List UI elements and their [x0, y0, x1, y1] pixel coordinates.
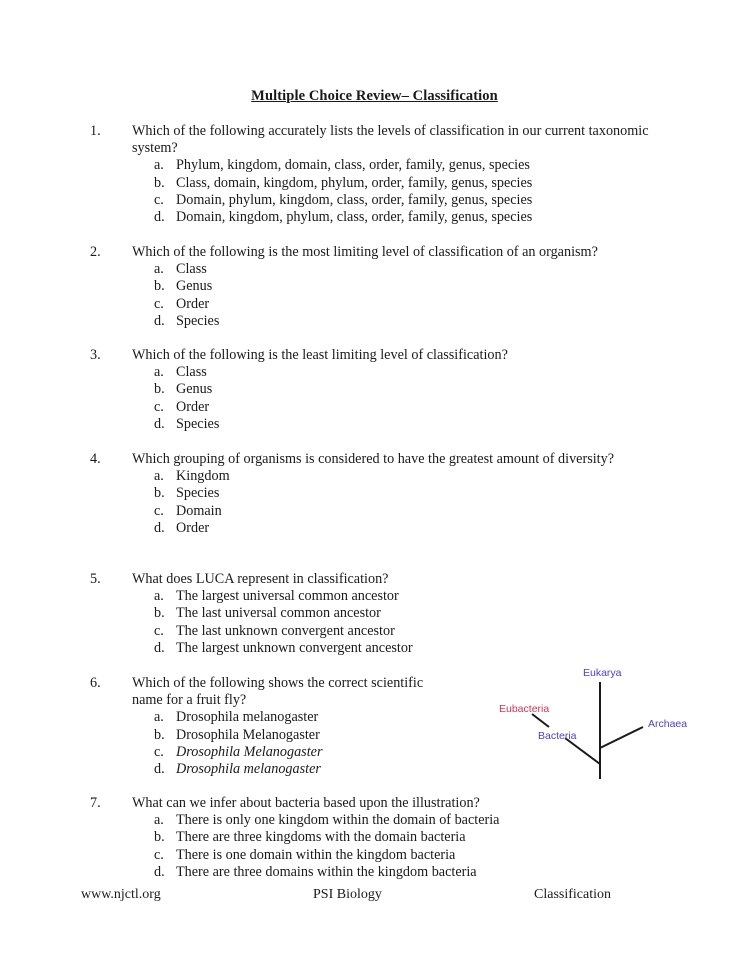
option-text: Genus [176, 381, 213, 398]
option-a [111, 709, 456, 726]
option-text: There are three domains within the kingdom bacteria [176, 863, 477, 880]
option-text: Drosophila Melanogaster [176, 743, 323, 760]
question-number: 5. [90, 571, 101, 587]
option-text: The last unknown convergent ancestor [176, 622, 395, 639]
option-b [111, 829, 651, 846]
option-letter: d. [154, 761, 165, 778]
option-letter: c. [154, 295, 164, 312]
option-a [111, 364, 651, 381]
question-number: 4. [90, 451, 101, 467]
option-d [111, 209, 651, 226]
option-letter: b. [154, 174, 165, 191]
option-a [111, 588, 651, 605]
option-text: Domain, kingdom, phylum, class, order, family, genus, species [176, 209, 533, 226]
archaea-branch [600, 727, 643, 748]
question-text: Which of the following is the most limiting level of classification of an organism? [132, 244, 598, 260]
option-list [111, 261, 651, 330]
option-list [111, 364, 651, 433]
option-b [111, 381, 651, 398]
option-b [111, 175, 651, 192]
option-letter: d. [154, 312, 165, 329]
option-text: Species [176, 485, 220, 502]
option-list [111, 812, 651, 881]
option-letter: d. [154, 415, 165, 432]
option-letter: d. [154, 639, 165, 656]
label-bacteria: Bacteria [538, 730, 577, 742]
option-letter: b. [154, 829, 165, 846]
phylogenetic-tree-illustration [480, 660, 720, 785]
option-text: Order [176, 519, 210, 536]
question-4 [90, 451, 651, 537]
page-title: Multiple Choice Review– Classification [251, 88, 498, 104]
option-letter: a. [154, 468, 164, 485]
label-eukarya: Eukarya [583, 667, 622, 679]
footer-course: PSI Biology [313, 887, 382, 902]
option-b [111, 605, 651, 622]
option-letter: d. [154, 863, 165, 880]
option-a [111, 812, 651, 829]
question-number: 6. [90, 675, 101, 691]
option-text: The largest universal common ancestor [176, 588, 399, 605]
option-c [111, 503, 651, 520]
option-b [111, 278, 651, 295]
label-archaea: Archaea [648, 718, 688, 730]
option-list [111, 157, 651, 226]
option-letter: c. [154, 398, 164, 415]
question-1 [90, 123, 651, 226]
option-text: Order [176, 295, 210, 312]
question-3 [90, 347, 651, 433]
option-a [111, 468, 651, 485]
option-d [111, 313, 651, 330]
question-5 [90, 571, 651, 657]
option-d [111, 640, 651, 657]
option-a [111, 157, 651, 174]
option-text: Class, domain, kingdom, phylum, order, family, genus, species [176, 174, 533, 191]
question-text: Which of the following is the least limiting level of classification? [132, 347, 508, 363]
option-letter: c. [154, 502, 164, 519]
question-6 [90, 675, 456, 778]
option-letter: c. [154, 846, 164, 863]
question-2 [90, 244, 651, 330]
option-letter: d. [154, 209, 165, 226]
question-number: 1. [90, 123, 101, 139]
option-d [111, 520, 651, 537]
option-letter: b. [154, 605, 165, 622]
option-text: Domain, phylum, kingdom, class, order, family, genus, species [176, 191, 533, 208]
option-text: There is one domain within the kingdom bacteria [176, 846, 456, 863]
question-text: Which of the following shows the correct scientific name for a fruit fly? [132, 675, 424, 709]
question-text: Which grouping of organisms is considered to have the greatest amount of diversity? [132, 451, 614, 467]
option-letter: a. [154, 157, 164, 174]
option-c [111, 192, 651, 209]
option-text: Phylum, kingdom, domain, class, order, family, genus, species [176, 157, 530, 174]
option-letter: b. [154, 278, 165, 295]
option-text: Species [176, 415, 220, 432]
option-list [111, 709, 456, 778]
option-text: Kingdom [176, 468, 230, 485]
option-text: Drosophila melanogaster [176, 761, 321, 778]
option-b [111, 485, 651, 502]
option-text: The largest unknown convergent ancestor [176, 639, 413, 656]
option-text: Genus [176, 278, 213, 295]
option-c [111, 399, 651, 416]
question-text: What can we infer about bacteria based upon the illustration? [132, 795, 480, 811]
option-letter: b. [154, 381, 165, 398]
footer-website: www.njctl.org [81, 887, 161, 902]
question-number: 7. [90, 795, 101, 811]
question-number: 3. [90, 347, 101, 363]
option-letter: c. [154, 191, 164, 208]
option-list [111, 588, 651, 657]
option-text: The last universal common ancestor [176, 605, 381, 622]
option-text: Class [176, 261, 207, 278]
option-c [111, 623, 651, 640]
option-text: There is only one kingdom within the domain of bacteria [176, 812, 500, 829]
option-a [111, 261, 651, 278]
question-7 [90, 795, 651, 881]
option-letter: b. [154, 726, 165, 743]
option-text: Domain [176, 502, 222, 519]
option-letter: d. [154, 519, 165, 536]
option-c [111, 744, 456, 761]
eubacteria-connector [532, 714, 549, 727]
footer-unit: Classification [534, 887, 611, 902]
option-text: Drosophila Melanogaster [176, 726, 320, 743]
label-eubacteria: Eubacteria [499, 703, 550, 715]
question-number: 2. [90, 244, 101, 260]
option-letter: c. [154, 622, 164, 639]
question-text: What does LUCA represent in classification? [132, 571, 389, 587]
option-letter: a. [154, 812, 164, 829]
option-c [111, 847, 651, 864]
option-d [111, 761, 456, 778]
option-text: Class [176, 364, 207, 381]
question-text: Which of the following accurately lists the levels of classification in our current taxonomic system? [132, 123, 649, 157]
option-d [111, 416, 651, 433]
option-letter: a. [154, 709, 164, 726]
option-letter: a. [154, 261, 164, 278]
option-text: Order [176, 398, 210, 415]
option-letter: a. [154, 588, 164, 605]
option-text: Drosophila melanogaster [176, 709, 319, 726]
option-c [111, 296, 651, 313]
option-text: There are three kingdoms with the domain bacteria [176, 829, 466, 846]
option-text: Species [176, 312, 220, 329]
option-list [111, 468, 651, 537]
option-letter: a. [154, 364, 164, 381]
option-letter: c. [154, 743, 164, 760]
option-d [111, 864, 651, 881]
option-b [111, 727, 456, 744]
option-letter: b. [154, 485, 165, 502]
